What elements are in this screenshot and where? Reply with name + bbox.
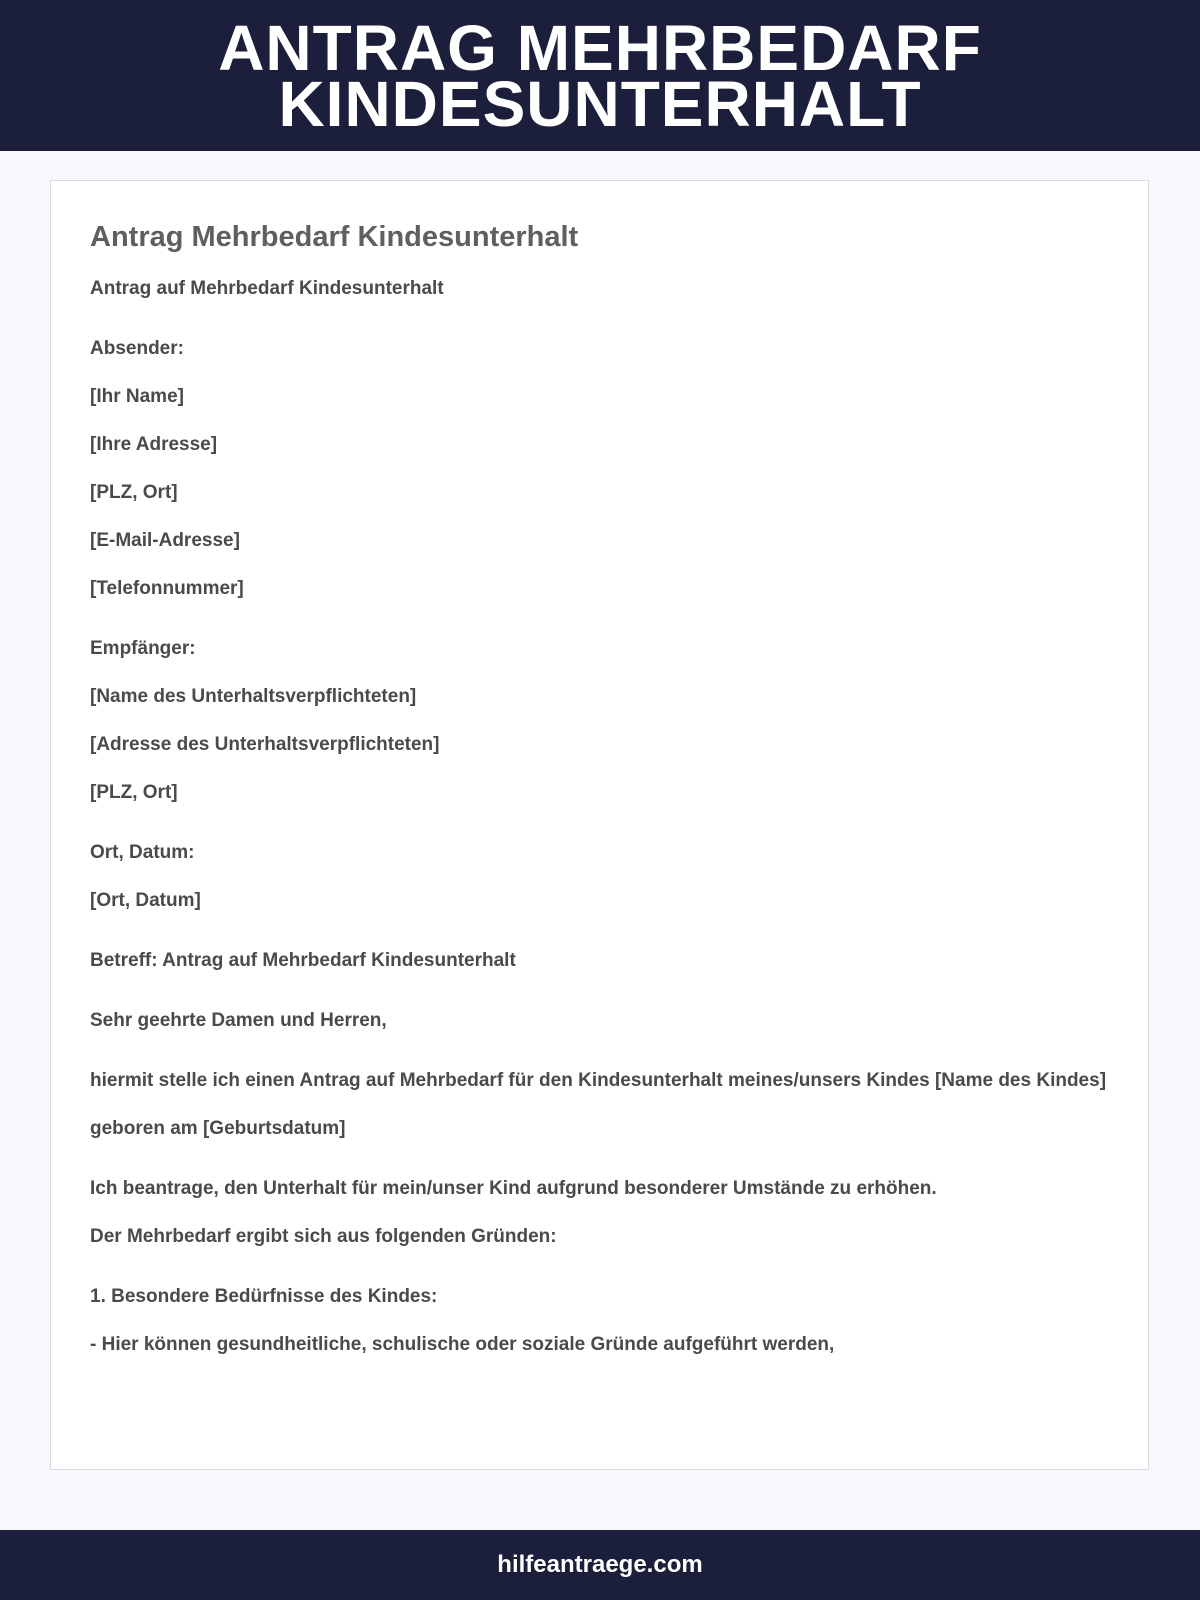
- recipient-label: Empfänger:: [90, 638, 196, 659]
- page-header: [0, 0, 1200, 151]
- sender-label: Absender:: [90, 338, 184, 359]
- sender-address: [Ihre Adresse]: [90, 434, 218, 455]
- place-date-value: [Ort, Datum]: [90, 890, 201, 911]
- recipient-name: [Name des Unterhaltsverpflichteten]: [90, 686, 417, 707]
- salutation: Sehr geehrte Damen und Herren,: [90, 1010, 387, 1031]
- document-subtitle: Antrag auf Mehrbedarf Kindesunterhalt: [90, 278, 444, 299]
- reasons-intro: Der Mehrbedarf ergibt sich aus folgenden Gründen:: [90, 1226, 557, 1247]
- reason-1-detail: - Hier können gesundheitliche, schulische oder soziale Gründe aufgeführt werden,: [90, 1334, 835, 1355]
- sender-phone: [Telefonnummer]: [90, 578, 244, 599]
- header-title-line-2: KINDESUNTERHALT: [278, 67, 922, 140]
- footer-site-name: hilfeantraege.com: [497, 1551, 703, 1578]
- sender-name: [Ihr Name]: [90, 386, 184, 407]
- request-paragraph: Ich beantrage, den Unterhalt für mein/unser Kind aufgrund besonderer Umstände zu erhöhen.: [90, 1178, 937, 1199]
- sender-email: [E-Mail-Adresse]: [90, 530, 240, 551]
- intro-paragraph: hiermit stelle ich einen Antrag auf Mehrbedarf für den Kindesunterhalt meines/unsers Kindes [Name des Kindes]: [90, 1070, 1107, 1091]
- subject-line: Betreff: Antrag auf Mehrbedarf Kindesunterhalt: [90, 950, 516, 971]
- recipient-address: [Adresse des Unterhaltsverpflichteten]: [90, 734, 440, 755]
- document-title: Antrag Mehrbedarf Kindesunterhalt: [90, 221, 579, 253]
- place-date-label: Ort, Datum:: [90, 842, 195, 863]
- reason-1-heading: 1. Besondere Bedürfnisse des Kindes:: [90, 1286, 438, 1307]
- birth-date-line: geboren am [Geburtsdatum]: [90, 1118, 346, 1139]
- recipient-zip-city: [PLZ, Ort]: [90, 782, 178, 803]
- page-footer: [0, 1530, 1200, 1600]
- sender-zip-city: [PLZ, Ort]: [90, 482, 178, 503]
- header-title-line-1: ANTRAG MEHRBEDARF: [218, 11, 982, 84]
- document-card: [50, 180, 1149, 1470]
